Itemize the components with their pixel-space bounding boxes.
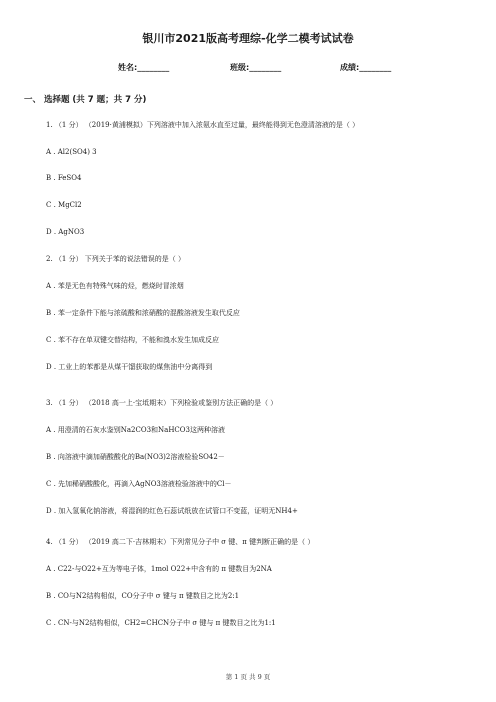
question-3-option-d: D . 加入氢氧化钠溶液，将湿润的红色石蕊试纸放在试管口不变蓝，证明无NH4+ — [46, 507, 298, 515]
question-2-stem: 2. （1 分） 下列关于苯的说法错误的是（ ） — [46, 255, 186, 263]
name-field: 姓名:________ — [118, 63, 170, 72]
question-3-option-c: C . 先加稀硝酸酸化，再滴入AgNO3溶液检验溶液中的Cl－ — [46, 480, 232, 488]
question-4-option-a: A . C22-与O22+互为等电子体，1mol O22+中含有的 π 键数目为2NA — [46, 565, 272, 573]
question-1-option-a: A . Al2(SO4) 3 — [46, 148, 97, 156]
page-footer: 第 1 页 共 9 页 — [225, 673, 271, 681]
score-field: 成绩:________ — [340, 63, 392, 72]
section-heading: 一、 选择题 (共 7 题；共 7 分) — [24, 95, 147, 105]
question-2-option-d: D . 工业上的苯都是从煤干馏获取的煤焦油中分离得到 — [46, 363, 213, 371]
question-1-stem: 1. （1 分） （2019·黄浦模拟）下列溶液中加入浓氨水直至过量，最终能得到无色澄清溶液的是（ ） — [46, 121, 360, 129]
question-2-option-a: A . 苯是无色有特殊气味的烃，燃烧时冒浓烟 — [46, 282, 184, 290]
question-4-option-c: C . CN-与N2结构相似，CH2=CHCN分子中 σ 键与 π 键数目之比为1:1 — [46, 619, 276, 627]
question-3-option-b: B . 向溶液中滴加硝酸酸化的Ba(NO3)2溶液检验SO42－ — [46, 453, 225, 461]
question-2-option-b: B . 苯一定条件下能与浓硫酸和浓硝酸的混酸溶液发生取代反应 — [46, 309, 240, 317]
question-1-option-d: D . AgNO3 — [46, 228, 85, 236]
question-4-stem: 4. （1 分） （2019 高二下·吉林期末）下列常见分子中 σ 键、π 键判断正确的是（ ） — [46, 538, 315, 546]
question-3-option-a: A . 用澄清的石灰水鉴别Na2CO3和NaHCO3这两种溶液 — [46, 426, 225, 434]
question-1-option-b: B . FeSO4 — [46, 174, 82, 182]
question-4-option-b: B . CO与N2结构相似，CO分子中 σ 键与 π 键数目之比为2:1 — [46, 592, 240, 600]
question-2-option-c: C . 苯不存在单双键交替结构，不能和溴水发生加成反应 — [46, 336, 220, 344]
question-3-stem: 3. （1 分） （2018 高一上·宝坻期末）下列检验或鉴别方法正确的是（ ） — [46, 399, 278, 407]
exam-title: 银川市2021版高考理综-化学二模考试试卷 — [142, 32, 354, 45]
question-1-option-c: C . MgCl2 — [46, 201, 82, 209]
class-field: 班级:________ — [230, 63, 282, 72]
